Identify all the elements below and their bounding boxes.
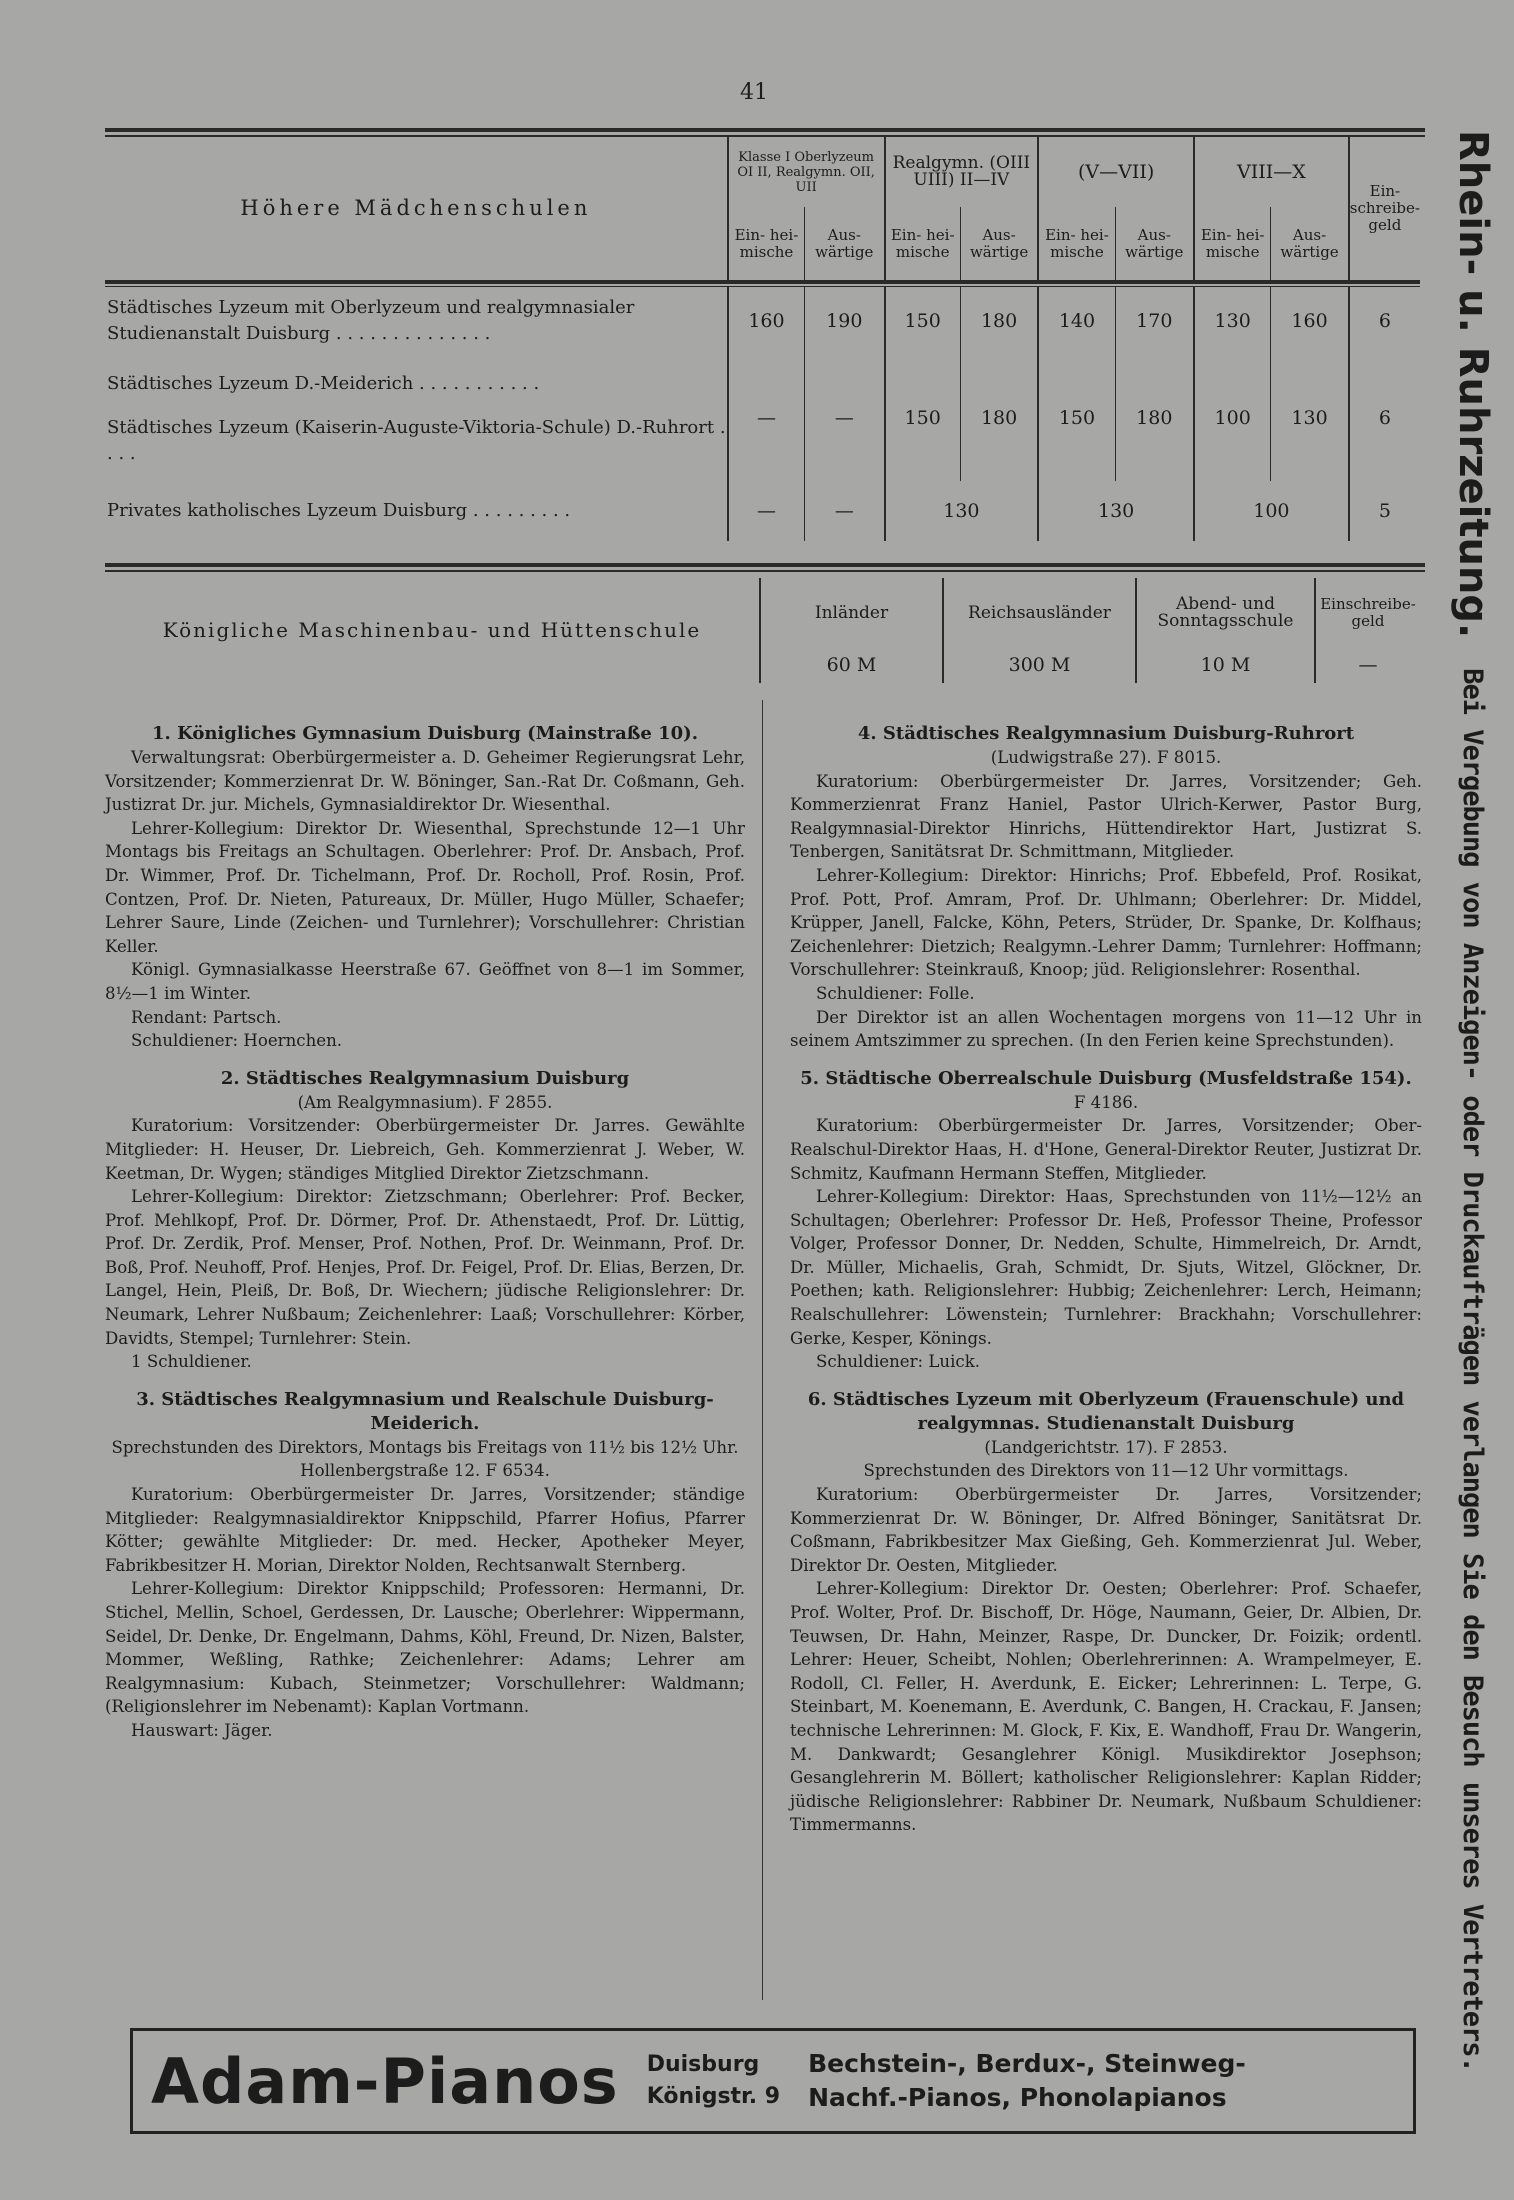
advertisement-adam-pianos	[130, 2028, 1416, 2134]
cell: —	[805, 481, 885, 541]
col-header: Einschreibe- geld	[1315, 578, 1420, 648]
sub-header: Ein- hei- mische	[1038, 207, 1115, 282]
cell: 60 M	[760, 648, 943, 683]
cell: 150	[885, 356, 961, 481]
section-subheading: (Landgerichtstr. 17). F 2853.	[984, 1437, 1228, 1457]
cell: 160	[1271, 286, 1349, 356]
paragraph: 1 Schuldiener.	[131, 1352, 252, 1372]
paragraph: Lehrer-Kollegium: Direktor: Zietzschmann; Oberlehrer: Prof. Becker, Prof. Mehlkopf, Prof. Dr. Dörmer, Prof. Dr. Athenstaedt, Prof. Dr. Lüttig, Prof. Dr. Zerdik, Prof. Menser, Prof. Nothen, Prof. Dr. Weinmann, Prof. Dr. Boß, Prof. Neuhoff, Prof. Henjes, Prof. Dr. Feigel, Prof. Dr. Elias, Berzen, Dr. Langel, Hein, Pleiß, Dr. Boß, Dr. Wiechern; jüdische Religionslehrer: Dr. Neumark, Lehrer Nußbaum; Zeichenlehrer: Laaß; Vorschullehrer: Körber, Davidts, Stempel; Turnlehrer: Stein.	[105, 1187, 745, 1348]
cell: 5	[1349, 481, 1420, 541]
cell: —	[728, 356, 805, 481]
col-header: Inländer	[760, 578, 943, 648]
cell: 100	[1194, 356, 1271, 481]
paragraph: Lehrer-Kollegium: Direktor Dr. Wiesenthal, Sprechstunde 12—1 Uhr Montags bis Freitags an Schultagen. Oberlehrer: Prof. Dr. Ansbach, Prof. Dr. Wimmer, Prof. Dr. Tichelmann, Prof. Dr. Rocholl, Prof. Rosin, Prof. Contzen, Prof. Dr. Nieten, Patureaux, Dr. Müller, Hugo Müller, Schaefer; Lehrer Saure, Linde (Zeichen- und Turnlehrer); Vorschullehrer: Christian Keller.	[105, 818, 745, 956]
section-heading: 5. Städtische Oberrealschule Duisburg (Musfeldstraße 154).	[800, 1067, 1412, 1089]
ad-city: Duisburg	[646, 2052, 760, 2077]
col-group: VIII—X	[1194, 137, 1349, 207]
paragraph: Rendant: Partsch.	[131, 1007, 282, 1027]
section-subheading: (Am Realgymnasium). F 2855.	[297, 1092, 553, 1112]
section-subheading: (Ludwigstraße 27). F 8015.	[990, 748, 1222, 767]
paragraph: Kuratorium: Oberbürgermeister Dr. Jarres, Vorsitzender; ständige Mitglieder: Realgymnasialdirektor Knippschild, Pfarrer Hofius, Pfarrer Kötter; gewählte Mitglieder: Dr. med. Hecker, Apotheker Meyer, Fabrikbesitzer H. Morian, Direktor Nolden, Rechtsanwalt Sternberg.	[105, 1485, 745, 1575]
paragraph: Verwaltungsrat: Oberbürgermeister a. D. Geheimer Regierungsrat Lehr, Vorsitzender; Kommerzienrat Dr. W. Böninger, San.-Rat Dr. Coßmann, Geh. Justizrat Dr. jur. Michels, Gymnasialdirektor Dr. Wiesenthal.	[105, 748, 745, 815]
cell: —	[1315, 648, 1420, 683]
cell: 130	[885, 481, 1039, 541]
right-column	[790, 716, 1422, 1845]
column-divider	[762, 700, 763, 2000]
fees-table-engineering-school	[105, 578, 1420, 683]
side-title: Rhein- u. Ruhrzeitung.	[1450, 130, 1496, 639]
ad-line: Nachf.-Pianos, Phonolapianos	[808, 2083, 1227, 2112]
paragraph: Kuratorium: Oberbürgermeister Dr. Jarres, Vorsitzender; Geh. Kommerzienrat Franz Haniel, Pastor Ulrich-Kerwer, Pastor Burg, Realgymnasial-Direktor Hinrichs, Hüttendirektor Hart, Justizrat S. Tenbergen, Sanitätsrat Dr. Schmittmann, Mitglieder.	[790, 771, 1422, 862]
row-label: Städtisches Lyzeum mit Oberlyzeum und realgymnasialer Studienanstalt Duisburg . . . . . . . . . . . . . .	[107, 297, 635, 345]
row-label: Städtisches Lyzeum (Kaiserin-Auguste-Viktoria-Schule) D.-Ruhrort . . . .	[107, 416, 726, 464]
row-label: Privates katholisches Lyzeum Duisburg . . . . . . . . .	[107, 500, 571, 521]
cell: 140	[1038, 286, 1115, 356]
sub-header: Aus- wärtige	[805, 207, 885, 282]
sub-header: Ein- hei- mische	[1194, 207, 1271, 282]
section-subheading: F 4186.	[1073, 1092, 1139, 1112]
side-banner	[1440, 130, 1506, 2190]
section-heading: 1. Königliches Gymnasium Duisburg (Mainstraße 10).	[152, 723, 698, 744]
cell: 6	[1349, 286, 1420, 356]
cell: 130	[1271, 356, 1349, 481]
table-title: Höhere Mädchenschulen	[240, 196, 592, 220]
left-column	[105, 716, 745, 1751]
side-text: Bei Vergebung von Anzeigen- oder Druckaufträgen verlangen Sie den Besuch unseres Vertreters.	[1457, 668, 1489, 2072]
cell: 180	[960, 356, 1038, 481]
section-subheading: Sprechstunden des Direktors von 11—12 Uhr vormittags.	[863, 1461, 1349, 1481]
ad-line: Bechstein-, Berdux-, Steinweg-	[808, 2049, 1246, 2078]
section-heading: 3. Städtisches Realgymnasium und Realschule Duisburg-Meiderich.	[136, 1388, 714, 1434]
section-heading: 6. Städtisches Lyzeum mit Oberlyzeum (Frauenschule) und realgymnas. Studienanstalt Duisburg	[807, 1388, 1405, 1434]
col-header-fee: Ein- schreibe- geld	[1349, 137, 1420, 282]
section-subheading: Hollenbergstraße 12. F 6534.	[300, 1461, 550, 1481]
paragraph: Königl. Gymnasialkasse Heerstraße 67. Geöffnet von 8—1 im Sommer, 8½—1 im Winter.	[105, 960, 745, 1003]
cell: 130	[1038, 481, 1194, 541]
cell: 10 M	[1136, 648, 1315, 683]
section-heading: 4. Städtisches Realgymnasium Duisburg-Ruhrort	[857, 723, 1355, 744]
cell: 180	[1115, 356, 1194, 481]
col-header: Reichsausländer	[943, 578, 1136, 648]
cell: 150	[885, 286, 961, 356]
cell: —	[805, 356, 885, 481]
cell: 190	[805, 286, 885, 356]
paragraph: Lehrer-Kollegium: Direktor: Hinrichs; Prof. Ebbefeld, Prof. Rosikat, Prof. Pott, Prof. Amram, Prof. Dr. Uhlmann; Oberlehrer: Dr. Middel, Krüpper, Janell, Falcke, Köhn, Peters, Strüder, Dr. Spanke, Dr. Kolfhaus; Zeichenlehrer: Dietzich; Realgymn.-Lehrer Damm; Turnlehrer: Hoffmann; Vorschullehrer: Steinkrauß, Knoop; jüd. Religionslehrer: Rosenthal.	[790, 865, 1422, 980]
table-title: Königliche Maschinenbau- und Hüttenschule	[162, 618, 702, 642]
section-subheading: Sprechstunden des Direktors, Montags bis Freitags von 11½ bis 12½ Uhr.	[111, 1437, 739, 1457]
table-top-rule	[105, 128, 1425, 137]
col-group: Klasse I Oberlyzeum OI II, Realgymn. OII, UII	[728, 137, 885, 207]
sub-header: Ein- hei- mische	[885, 207, 961, 282]
table-divider-rule	[105, 563, 1425, 572]
cell: 170	[1115, 286, 1194, 356]
ad-street: Königstr. 9	[646, 2084, 781, 2109]
fees-table-girls-schools	[105, 137, 1420, 541]
sub-header: Aus- wärtige	[1115, 207, 1194, 282]
cell: 160	[728, 286, 805, 356]
paragraph: Kuratorium: Vorsitzender: Oberbürgermeister Dr. Jarres. Gewählte Mitglieder: H. Heuser, Dr. Liebreich, Geh. Kommerzienrat J. Weber, W. Keetman, Dr. Wygen; ständiges Mitglied Direktor Zietzschmann.	[105, 1116, 745, 1183]
paragraph: Schuldiener: Folle.	[816, 983, 975, 1003]
cell: 180	[960, 286, 1038, 356]
paragraph: Lehrer-Kollegium: Direktor: Haas, Sprechstunden von 11½—12½ an Schultagen; Oberlehrer: Professor Dr. Heß, Professor Theine, Professor Volger, Professor Donner, Dr. Nedden, Schulte, Himmelreich, Dr. Arndt, Dr. Müller, Michaelis, Grah, Schmidt, Dr. Sjuts, Witzel, Glöckner, Dr. Poethen; kath. Religionslehrer: Hubbig; Zeichenlehrer: Lerch, Heimann; Realschullehrer: Löwenstein; Turnlehrer: Brackhahn; Vorschullehrer: Gerke, Kesper, Könings.	[790, 1187, 1422, 1348]
cell: 6	[1349, 356, 1420, 481]
paragraph: Lehrer-Kollegium: Direktor Knippschild; Professoren: Hermanni, Dr. Stichel, Mellin, Schoel, Gerdessen, Dr. Lausche; Oberlehrer: Wippermann, Seidel, Dr. Denke, Dr. Engelmann, Dahms, Köhl, Freund, Dr. Nizen, Balster, Mommer, Weßling, Rathke; Zeichenlehrer: Adams; Lehrer am Realgymnasium: Kubach, Steinmetzer; Vorschullehrer: Waldmann; (Religionslehrer im Nebenamt): Kaplan Vortmann.	[105, 1579, 745, 1717]
section-heading: 2. Städtisches Realgymnasium Duisburg	[220, 1067, 630, 1089]
sub-header: Aus- wärtige	[960, 207, 1038, 282]
col-group: Realgymn. (OIII UIII) II—IV	[885, 137, 1039, 207]
paragraph: Kuratorium: Oberbürgermeister Dr. Jarres, Vorsitzender; Ober-Realschul-Direktor Haas, H. d'Hone, General-Direktor Reuter, Justizrat Dr. Schmitz, Kaufmann Hermann Steffen, Mitglieder.	[790, 1116, 1422, 1183]
cell: 100	[1194, 481, 1349, 541]
col-header: Abend- und Sonntagsschule	[1136, 578, 1315, 648]
paragraph: Schuldiener: Hoernchen.	[131, 1031, 343, 1051]
cell: 300 M	[943, 648, 1136, 683]
sub-header: Aus- wärtige	[1271, 207, 1349, 282]
sub-header: Ein- hei- mische	[728, 207, 805, 282]
paragraph: Kuratorium: Oberbürgermeister Dr. Jarres, Vorsitzender; Kommerzienrat Dr. W. Böninger, Dr. Alfred Böninger, Sanitätsrat Dr. Coßmann, Fabrikbesitzer Max Gießing, Geh. Kommerzienrat Jul. Weber, Direktor Dr. Oesten, Mitglieder.	[790, 1485, 1422, 1575]
cell: 130	[1194, 286, 1271, 356]
paragraph: Der Direktor ist an allen Wochentagen morgens von 11—12 Uhr in seinem Amtszimmer zu sprechen. (In den Ferien keine Sprechstunden).	[790, 1007, 1422, 1051]
cell: 150	[1038, 356, 1115, 481]
row-label: Städtisches Lyzeum D.-Meiderich . . . . . . . . . . .	[107, 372, 540, 394]
cell: —	[728, 481, 805, 541]
col-group: (V—VII)	[1038, 137, 1194, 207]
page-number: 41	[740, 80, 768, 105]
ad-brand-name: Adam-Pianos	[151, 2044, 619, 2118]
paragraph: Hauswart: Jäger.	[131, 1720, 273, 1740]
paragraph: Lehrer-Kollegium: Direktor Dr. Oesten; Oberlehrer: Prof. Schaefer, Prof. Wolter, Prof. Dr. Bischoff, Dr. Höge, Naumann, Geier, Dr. Albien, Dr. Teuwsen, Dr. Hahn, Meinzer, Raspe, Dr. Duncker, Dr. Foizik; ordentl. Lehrer: Heuer, Scheibt, Nohlen; Oberlehrerinnen: A. Wrampelmeyer, E. Rodoll, Cl. Feller, H. Averdunk, E. Eicker; Lehrerinnen: L. Terpe, G. Steinbart, M. Koenemann, E. Averdunk, C. Bangen, H. Crackau, F. Jansen; technische Lehrerinnen: M. Glock, F. Kix, E. Wandhoff, Frau Dr. Wangerin, M. Dankwardt; Gesanglehrer Königl. Musikdirektor Josephson; Gesanglehrerin M. Böllert; katholischer Religionslehrer: Kaplan Ridder; jüdische Religionslehrer: Rabbiner Dr. Neumark, Nußbaum Schuldiener: Timmermanns.	[790, 1579, 1422, 1835]
paragraph: Schuldiener: Luick.	[816, 1352, 981, 1372]
